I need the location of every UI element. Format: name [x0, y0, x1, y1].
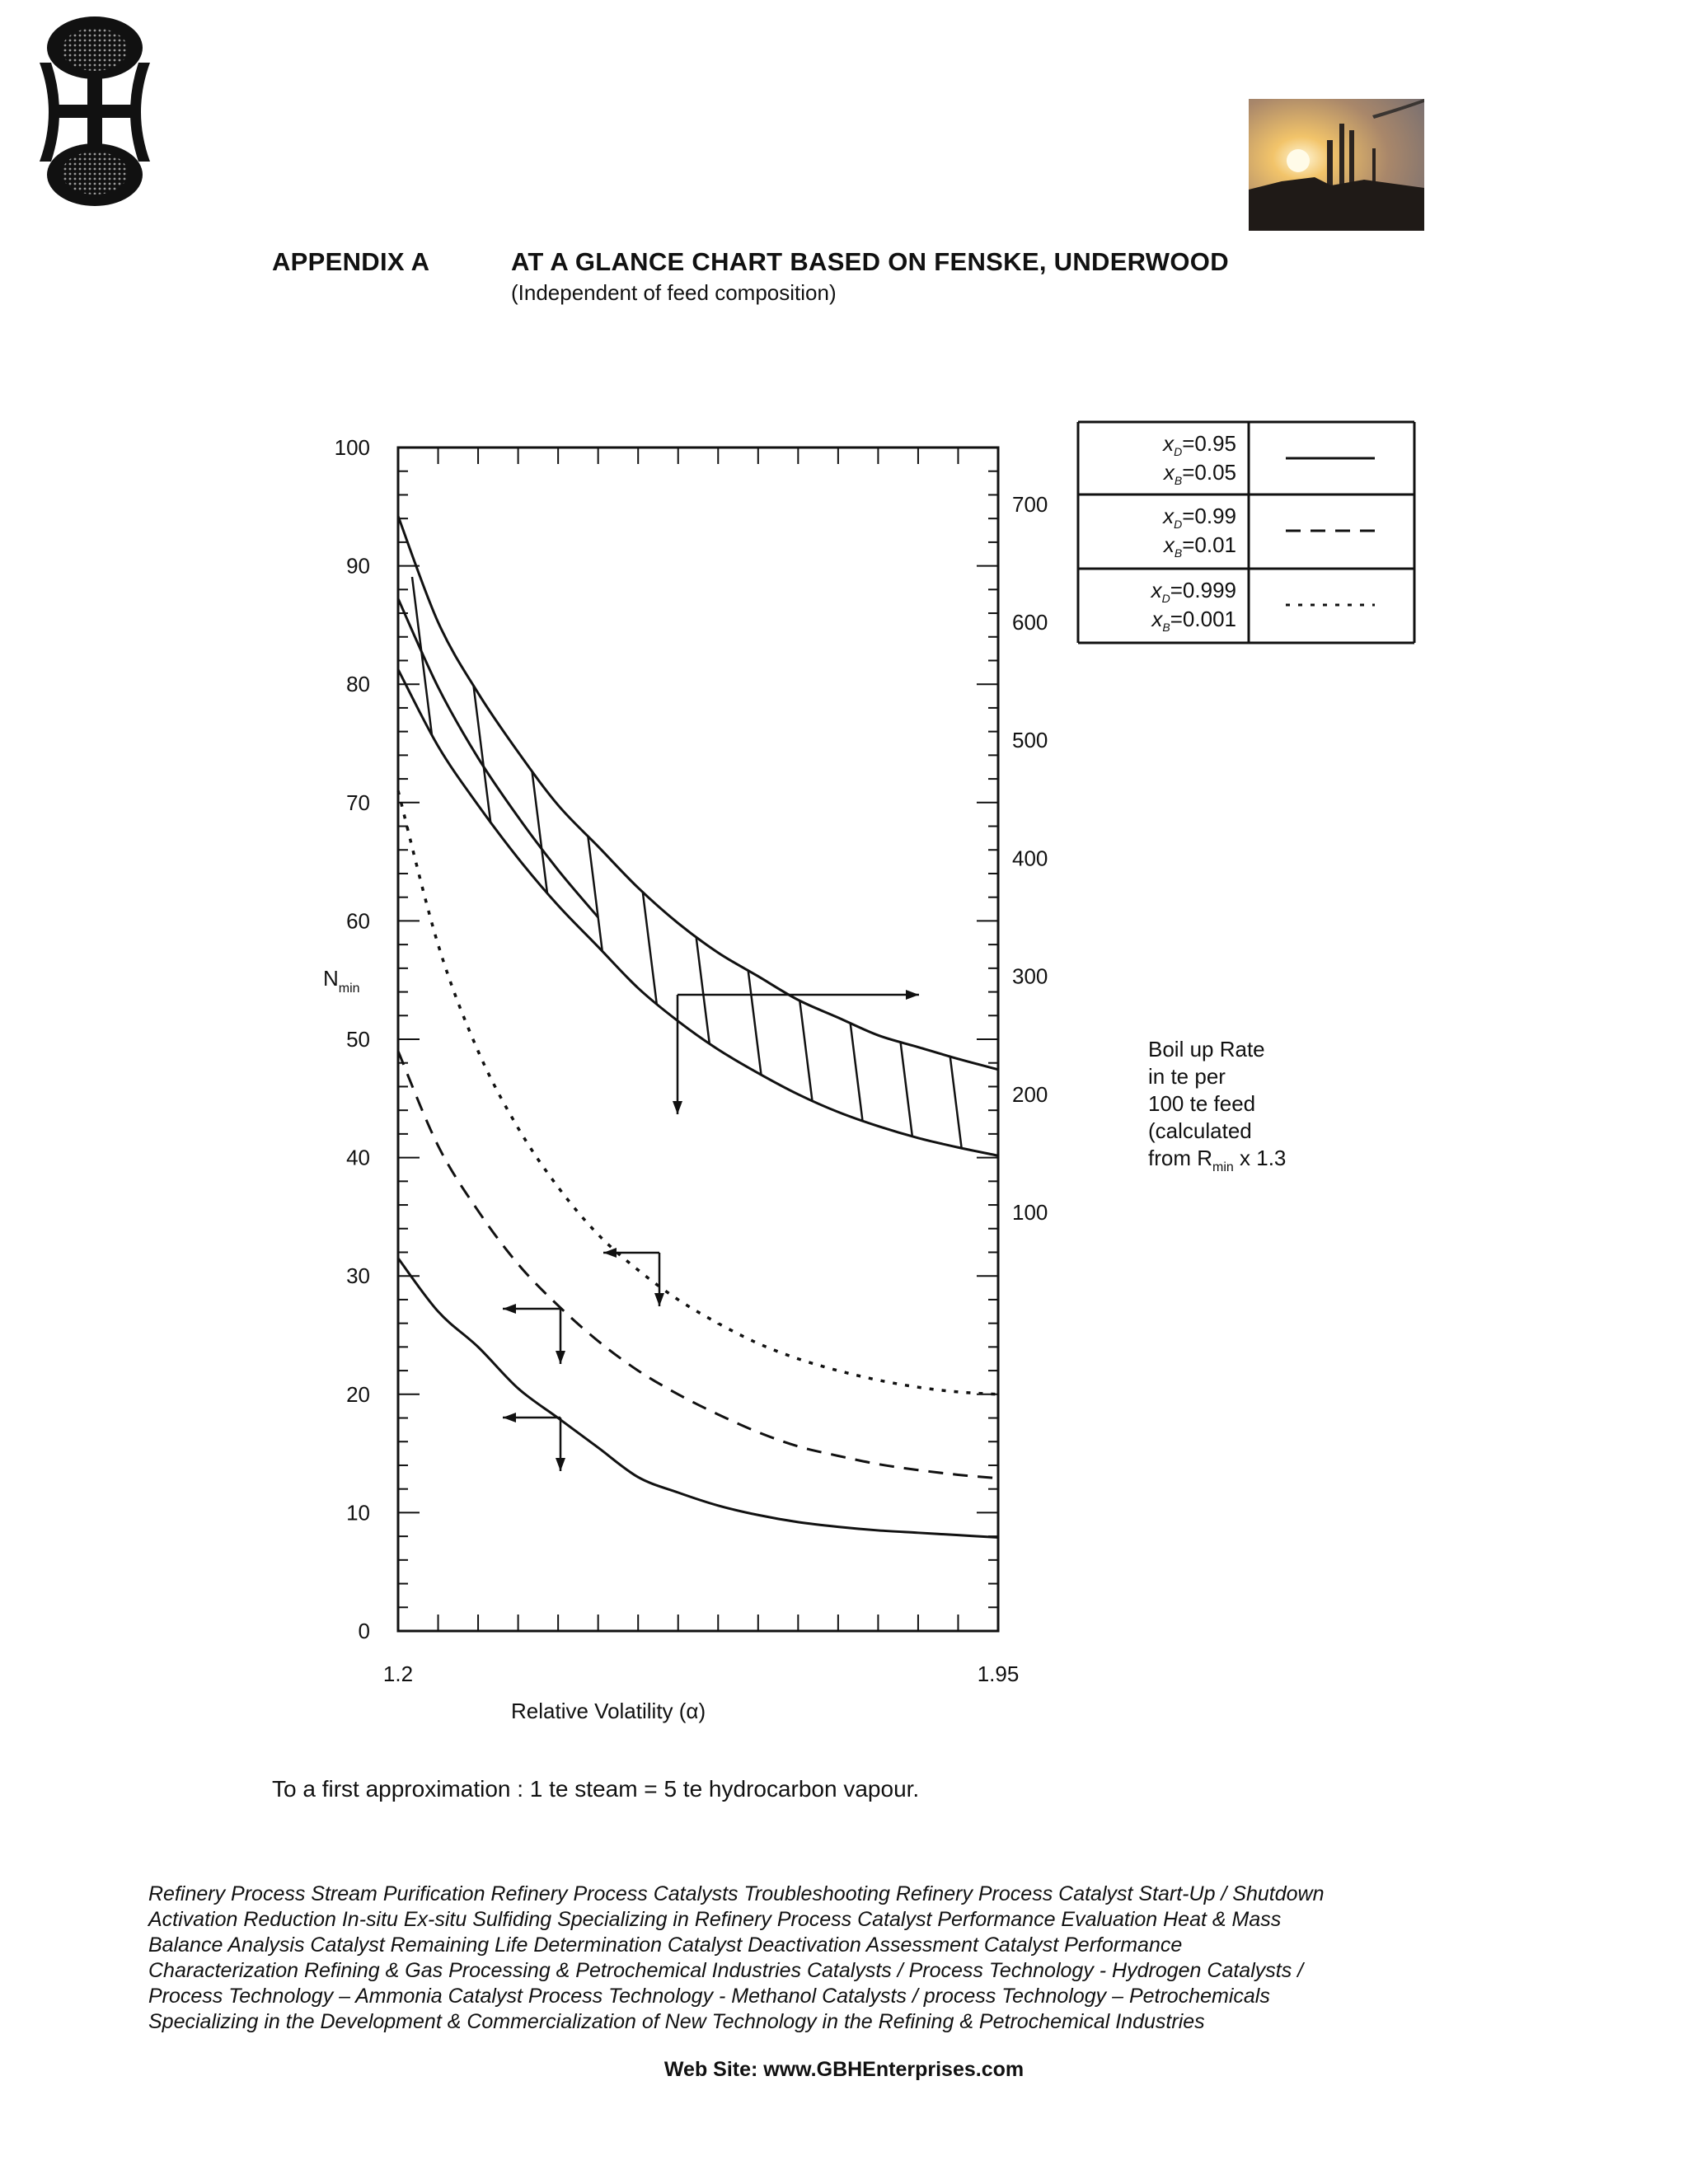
series-6-line — [398, 598, 598, 917]
chart-subtitle: (Independent of feed composition) — [511, 280, 837, 305]
y-tick-label: 10 — [346, 1500, 370, 1526]
hatch-line — [603, 577, 686, 1236]
y2-tick-label: 100 — [1012, 1200, 1048, 1225]
legend — [1078, 422, 1414, 643]
y-tick-label: 90 — [346, 553, 370, 579]
services-line: Activation Reduction In-situ Ex-situ Sulfiding Specializing in Refinery Process Catalyst Performance Evaluation Heat & Mass — [148, 1908, 1282, 1931]
series-1-line — [398, 1258, 998, 1538]
services-line: Characterization Refining & Gas Processing & Petrochemical Industries Catalysts / Process Technology - Hydrogen Catalysts / — [148, 1959, 1304, 1982]
hatch-line — [699, 577, 781, 1236]
services-line: Balance Analysis Catalyst Remaining Life Determination Catalyst Deactivation Assessment Catalyst Performance — [148, 1933, 1183, 1957]
y2-tick-label: 500 — [1012, 728, 1048, 753]
legend-xd-label: $x_D=0.95$ — [1163, 431, 1236, 458]
x-axis-label: Relative Volatility (α) — [511, 1699, 706, 1723]
boilup-note-line-3: 100 te feed — [1148, 1091, 1256, 1116]
legend-xb-label: $x_B=0.01$ — [1163, 532, 1236, 560]
chart-title: AT A GLANCE CHART BASED ON FENSKE, UNDERWOOD — [511, 247, 1229, 276]
arrow-head-icon — [603, 1248, 617, 1258]
hatch-line — [747, 577, 829, 1236]
y-tick-label: 80 — [346, 672, 370, 697]
boilup-note-line-4: (calculated — [1148, 1118, 1252, 1143]
legend-xb-label: $x_B=0.05$ — [1163, 460, 1236, 487]
arrow-head-icon — [906, 990, 919, 1000]
series-2-line — [398, 1051, 998, 1478]
y2-tick-label: 200 — [1012, 1081, 1048, 1107]
y-axis-label: $N_{min}$ — [323, 966, 360, 996]
appendix-label: APPENDIX A — [272, 247, 430, 276]
y-tick-label: 40 — [346, 1145, 370, 1170]
approximation-note: To a first approximation : 1 te steam = 5 te hydrocarbon vapour. — [272, 1776, 920, 1802]
y2-tick-label: 400 — [1012, 846, 1048, 871]
hatch-line — [890, 577, 973, 1236]
page-heading — [272, 247, 1229, 277]
arrow-head-icon — [556, 1351, 565, 1364]
x-tick-label: 1.2 — [382, 1661, 414, 1686]
arrow-head-icon — [654, 1293, 664, 1306]
hatch-line — [460, 577, 542, 1236]
hatch-line — [651, 577, 734, 1236]
services-line: Specializing in the Development & Commercialization of New Technology in the Refining & Petrochemical Industries — [148, 2010, 1205, 2033]
y-tick-label: 100 — [334, 435, 370, 460]
series-5-line — [398, 669, 998, 1155]
y-tick-label: 20 — [346, 1381, 370, 1407]
website-link[interactable]: Web Site: www.GBHEnterprises.com — [663, 2058, 1025, 2081]
arrow-head-icon — [556, 1458, 565, 1471]
boilup-note-line-1: Boil up Rate — [1148, 1037, 1265, 1062]
plot-frame — [398, 448, 998, 1631]
hatch-line — [508, 577, 590, 1236]
arrow-head-icon — [673, 1101, 682, 1114]
y-tick-label: 50 — [346, 1027, 370, 1052]
y-tick-label: 60 — [346, 908, 370, 934]
services-text — [148, 1882, 1434, 2035]
boilup-note-line-2: in te per — [1148, 1064, 1226, 1089]
y-tick-label: 0 — [358, 1619, 370, 1643]
legend-xd-label: $x_D=0.999$ — [1151, 578, 1236, 605]
series-3-line — [398, 790, 998, 1394]
legend-xd-label: $x_D=0.99$ — [1163, 504, 1236, 531]
boilup-note-line-5: from $R_{min}$ x 1.3 — [1148, 1146, 1287, 1174]
hatch-line — [795, 577, 877, 1236]
services-line: Refinery Process Stream Purification Refinery Process Catalysts Troubleshooting Refinery Process Catalyst Start-Up / Shutdown — [148, 1882, 1325, 1905]
hatch-line — [938, 577, 1020, 1236]
hatch-line — [556, 577, 638, 1236]
hatch-line — [412, 577, 495, 1236]
series-4-line — [398, 516, 998, 1070]
y2-tick-label: 700 — [1012, 491, 1048, 517]
arrow-head-icon — [503, 1413, 516, 1422]
y2-tick-label: 600 — [1012, 610, 1048, 635]
arrow-head-icon — [503, 1304, 516, 1314]
x-tick-label: 1.95 — [977, 1661, 1020, 1686]
gbh-logo-icon — [33, 13, 157, 211]
y-tick-label: 30 — [346, 1263, 370, 1289]
fenske-underwood-chart — [297, 412, 1434, 1747]
refinery-photo — [1249, 99, 1424, 231]
y2-tick-label: 300 — [1012, 963, 1048, 989]
legend-xb-label: $x_B=0.001$ — [1151, 607, 1236, 634]
services-line: Process Technology – Ammonia Catalyst Process Technology - Methanol Catalysts / process Technology – Petrochemicals — [148, 1985, 1270, 2008]
y-tick-label: 70 — [346, 790, 370, 815]
